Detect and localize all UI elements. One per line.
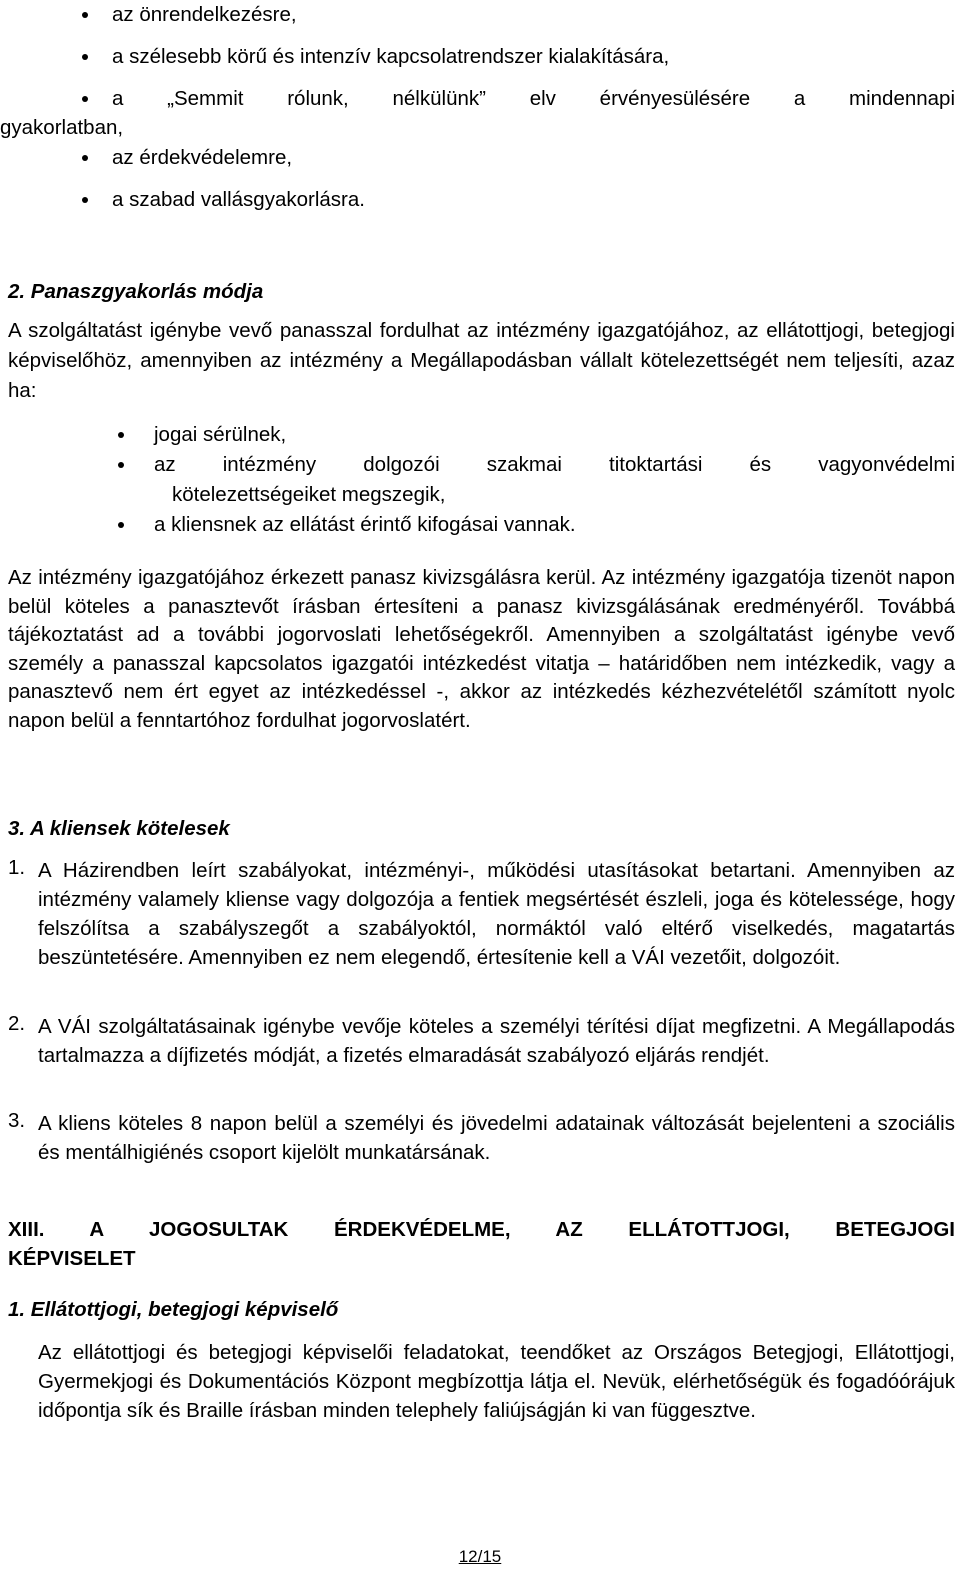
list-item: a szélesebb körű és intenzív kapcsolatrendszer kialakítására, — [112, 36, 955, 78]
section-heading: 3. A kliensek kötelesek — [8, 817, 230, 840]
top-bullet-list — [0, 0, 955, 221]
paragraph: Az ellátottjogi és betegjogi képviselői feladatokat, teendőket az Országos Betegjogi, Ellátottjogi, Gyermekjogi és Dokumentációs Központ megbízottja látja el. Nevük, elérhetőségük és fogadóórájuk időpontja sík és Braille írásban minden telephely faliújságján ki van függesztve. — [38, 1341, 955, 1422]
chapter-heading-line1: XIII. A JOGOSULTAK ÉRDEKVÉDELME, AZ ELLÁTOTTJOGI, BETEGJOGI — [8, 1218, 955, 1241]
list-item: az intézmény dolgozói szakmai titoktartási és vagyonvédelmi kötelezettségeiket megszegik, — [154, 450, 955, 510]
item-number: 2. — [8, 1012, 26, 1035]
list-item: a „Semmit rólunk, nélkülünk” elv érvényesülésére a mindennapi gyakorlatban, — [112, 78, 955, 149]
numbered-item — [8, 1109, 955, 1167]
numbered-item — [8, 856, 955, 972]
page-number: 12/15 — [458, 1547, 502, 1566]
list-item: az önrendelkezésre, — [112, 0, 955, 36]
list-item: jogai sérülnek, — [154, 420, 955, 450]
item-text: A Házirendben leírt szabályokat, intézményi-, működési utasításokat betartani. Amennyiben az intézmény valamely kliense vagy dolgozója a fentiek megsértését észleli, joga és kötelessége, hogy felszólítsa a szabályszegőt a szabályoktól, normáktól való eltérő viselkedés, magatartás beszüntetésére. Amennyiben ez nem elegendő, értesítenie kell a VÁI vezetőit, dolgozóit. — [38, 859, 955, 969]
list-item: az érdekvédelemre, — [112, 137, 955, 179]
item-number: 1. — [8, 856, 26, 879]
item-number: 3. — [8, 1109, 26, 1132]
numbered-item — [8, 1012, 955, 1070]
list-item: a kliensnek az ellátást érintő kifogásai vannak. — [154, 510, 955, 540]
item-text: A VÁI szolgáltatásainak igénybe vevője köteles a személyi térítési díjat megfizetni. A Megállapodás tartalmazza a díjfizetés módját, a fizetés elmaradását szabályozó eljárás rendjét. — [38, 1015, 955, 1067]
paragraph: A szolgáltatást igénybe vevő panasszal fordulhat az intézmény igazgatójához, az ellátottjogi, betegjogi képviselőhöz, amennyiben az intézmény a Megállapodásban vállalt kötelezettségét nem teljesíti, azaz ha: — [8, 319, 955, 402]
section-heading: 1. Ellátottjogi, betegjogi képviselő — [8, 1298, 339, 1321]
list-item: a szabad vallásgyakorlásra. — [112, 179, 955, 221]
section-heading: 2. Panaszgyakorlás módja — [8, 280, 264, 303]
sub-bullet-list — [154, 420, 955, 540]
chapter-heading-line2: KÉPVISELET — [8, 1247, 136, 1270]
paragraph: Az intézmény igazgatójához érkezett panasz kivizsgálásra kerül. Az intézmény igazgatója tizenöt napon belül köteles a panasztevőt írásban értesíteni a panasz kivizsgálásának eredményéről. Továbbá tájékoztatást ad a további jogorvoslati lehetőségekről. Amennyiben a szolgáltatást igénybe vevő személy a panasszal kapcsolatos igazgatói intézkedést vitatja – határidőben nem intézkedik, vagy a panasztevő nem ért egyet az intézkedéssel -, akkor az intézkedés kézhezvételétől számított nyolc napon belül a fenntartóhoz fordulhat jogorvoslatért. — [8, 566, 955, 732]
item-text: A kliens köteles 8 napon belül a személyi és jövedelmi adatainak változását bejelenteni a szociális és mentálhigiénés csoport kijelölt munkatársának. — [38, 1112, 955, 1164]
